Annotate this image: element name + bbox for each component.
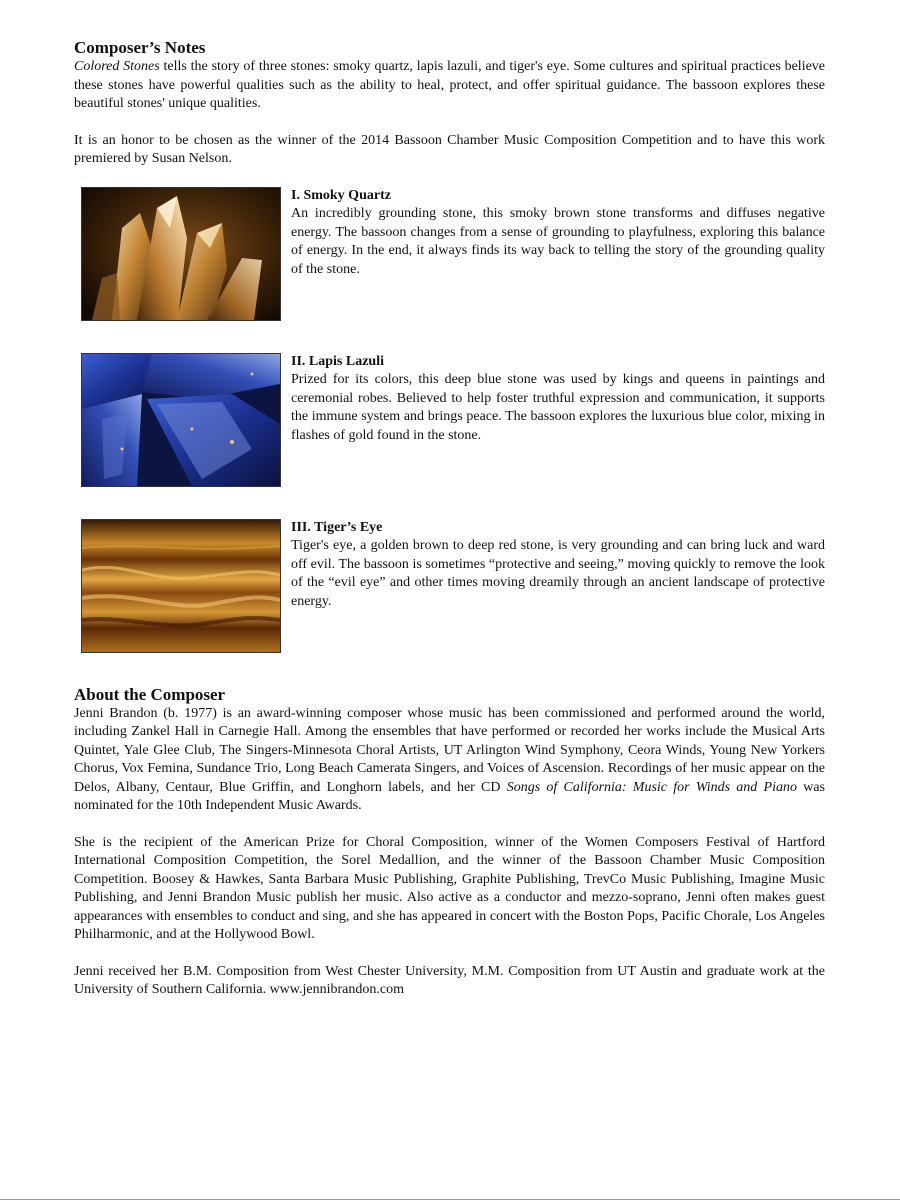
composers-notes-intro (74, 58, 825, 114)
movement-tigers-eye (74, 519, 825, 657)
about-composer-title: About the Composer (74, 684, 226, 704)
tigers-eye-photo (81, 519, 281, 653)
composers-notes-honor: It is an honor to be chosen as the winner of the 2014 Bassoon Chamber Music Composition Competition and to have this work premiered by Susan Nelson. (74, 132, 825, 166)
about-paragraph-3: Jenni received her B.M. Composition from West Chester University, M.M. Composition from UT Austin and graduate work at the University of Southern California. www.jennibrandon.com (74, 963, 825, 997)
composers-notes-title: Composer’s Notes (74, 38, 206, 57)
movement-description: Tiger's eye, a golden brown to deep red stone, is very grounding and can bring luck and ward off evil. The bassoon is sometimes “protective and seeing,” moving quickly to remove the look of the “evil eye” and other times moving dreamily through an ancient landscape of protective energy. (291, 538, 825, 609)
movement-heading: I. Smoky Quartz (291, 187, 391, 203)
smoky-quartz-photo (81, 187, 281, 321)
cd-title: Songs of California: Music for Winds and Piano (506, 779, 797, 795)
intro-text: tells the story of three stones: smoky quartz, lapis lazuli, and tiger's eye. Some cultures and spiritual practices believe these stones have powerful qualities such as the ability to heal, protect, and offer spiritual guidance. The bassoon explores these beautiful stones' unique qualities. (74, 59, 826, 111)
movement-description: Prized for its colors, this deep blue stone was used by kings and queens in paintings and ceremonial robes. Believed to help foster truthful expression and communication, it supports the immune system and brings peace. The bassoon explores the luxurious blue color, mixing in flashes of gold found in the stone. (291, 372, 825, 443)
lapis-lazuli-photo (81, 353, 281, 487)
work-title: Colored Stones (74, 59, 160, 74)
tigers-eye-text-block (291, 519, 825, 612)
movement-lapis-lazuli (74, 353, 825, 491)
movement-heading: II. Lapis Lazuli (291, 353, 384, 369)
about-p1-text: Jenni Brandon (b. 1977) is an award-winning composer whose music has been commissioned and performed around the world, including Zankel Hall in Carnegie Hall. Among the ensembles that have performed or recorded her works include the Musical Arts Quintet, Yale Glee Club, The Singers-Minnesota Choral Artists, UT Arlington Wind Symphony, Ceora Winds, Young New Yorkers Chorus, Vox Femina, Sundance Trio, Long Beach Camerata Singers, and Voices of Ascension. Recordings of her music appear on the Delos, Albany, Centaur, Blue Griffin, and Longhorn labels, and her CD (74, 705, 825, 795)
lapis-lazuli-text-block (291, 353, 825, 446)
movement-heading: III. Tiger’s Eye (291, 519, 383, 535)
about-paragraph-2: She is the recipient of the American Prize for Choral Composition, winner of the Women Composers Festival of Hartford International Composition Competition, the Sorel Medallion, and the winner of the Bassoon Chamber Music Composition Competition. Boosey & Hawkes, Santa Barbara Music Publishing, Graphite Publishing, TrevCo Music Publishing, Imagine Music Publishing, and Jenni Brandon Music publish her music. Also active as a conductor and mezzo-soprano, Jenni often makes guest appearances with ensembles to conduct and sing, and she has appeared in concert with the Boston Pops, Pacific Chorale, Los Angeles Philharmonic, and at the Hollywood Bowl. (74, 834, 825, 942)
page-content (74, 38, 825, 1000)
about-p1-end: was nominated for the 10th Independent Music Awards. (74, 779, 825, 813)
movement-smoky-quartz (74, 187, 825, 325)
movement-description: An incredibly grounding stone, this smoky brown stone transforms and diffuses negative energy. The bassoon changes from a sense of grounding to playfulness, exploring this balance of energy. In the end, it always finds its way back to telling the story of the grounding quality of the stone. (291, 206, 825, 277)
about-paragraph-1 (74, 705, 825, 816)
smoky-quartz-text-block (291, 187, 825, 280)
